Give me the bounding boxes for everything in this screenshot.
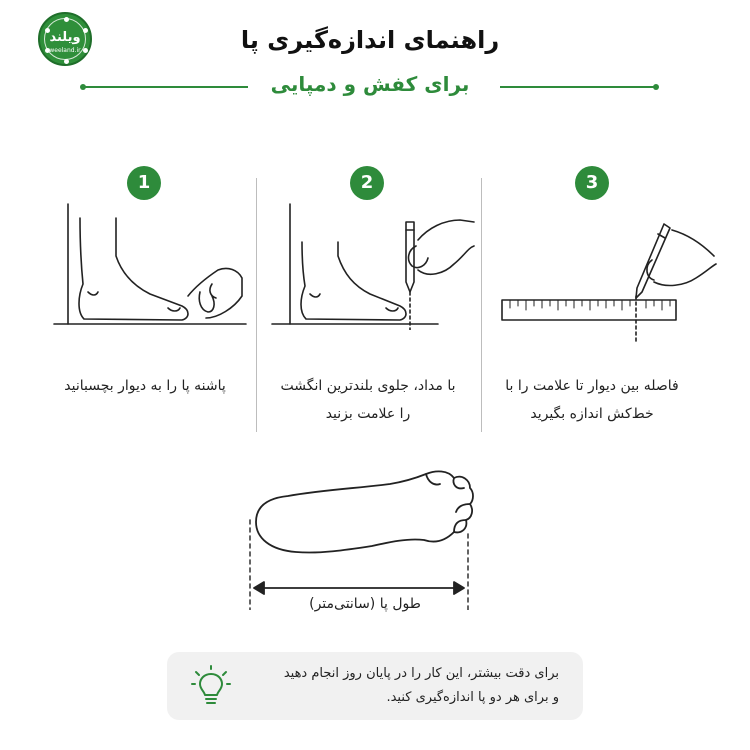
page-title: راهنمای اندازه‌گیری پا (240, 26, 500, 54)
step-1-text (40, 372, 250, 400)
lightbulb-icon (191, 664, 231, 708)
pencil-mark-toe-icon (268, 200, 478, 330)
divider-left (84, 86, 248, 88)
ruler-measure-icon (496, 200, 726, 350)
step-2-text (263, 372, 473, 428)
brand-logo (38, 12, 92, 66)
page-subtitle: برای کفش و دمپایی (270, 72, 470, 96)
tip-line2: و برای هر دو پا اندازه‌گیری کنید. (386, 690, 559, 705)
footprint-outline-icon (240, 460, 490, 610)
tip-box (167, 652, 583, 720)
column-divider-1 (256, 178, 257, 432)
step-2-number: 2 (350, 166, 384, 200)
brand-site: weeland.ir (49, 47, 81, 54)
foot-length-label: طول پا (سانتی‌متر) (309, 596, 421, 612)
tip-line1: برای دقت بیشتر، این کار را در پایان روز انجام دهید (283, 666, 559, 681)
divider-right (500, 86, 656, 88)
step-2-text-line2: را علامت بزنید (325, 406, 411, 422)
step-3-text-line2: خط‌کش اندازه بگیرید (530, 406, 654, 422)
step-2-text-line1: با مداد، جلوی بلندترین انگشت (280, 378, 456, 394)
step-3-number: 3 (575, 166, 609, 200)
foot-against-wall-icon (50, 200, 250, 330)
brand-name: ویلند (49, 30, 81, 45)
step-1-text-line1: پاشنه پا را به دیوار بچسبانید (64, 378, 226, 394)
column-divider-2 (481, 178, 482, 432)
step-1-number: 1 (127, 166, 161, 200)
divider-dot-right (653, 84, 659, 90)
step-3-text (487, 372, 697, 428)
step-3-text-line1: فاصله بین دیوار تا علامت را با (505, 378, 679, 394)
tip-text (237, 662, 559, 710)
